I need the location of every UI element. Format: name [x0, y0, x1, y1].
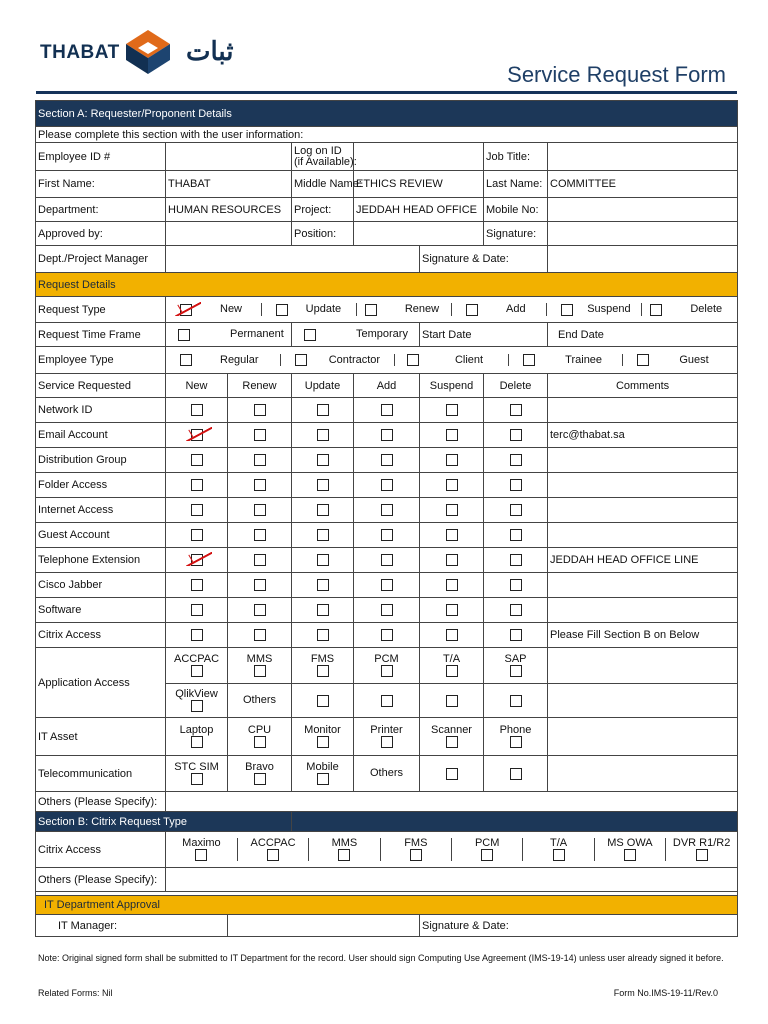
checkbox-icon[interactable]: [365, 304, 377, 316]
asset-monitor[interactable]: Monitor: [292, 718, 354, 756]
checkbox-icon[interactable]: [696, 849, 708, 861]
checkbox-icon[interactable]: [191, 404, 203, 416]
checkbox-icon[interactable]: [510, 736, 522, 748]
service-comment[interactable]: [548, 523, 738, 548]
citrix-accpac[interactable]: ACCPAC: [237, 838, 308, 861]
position-field[interactable]: [354, 222, 484, 246]
checkbox-icon[interactable]: [317, 429, 329, 441]
checkbox-icon[interactable]: [317, 479, 329, 491]
request-type-options: [166, 303, 737, 315]
signature-label: Signature:: [484, 222, 548, 246]
checkbox-icon[interactable]: [510, 404, 522, 416]
checkbox-icon[interactable]: [317, 404, 329, 416]
end-date-label: End Date: [548, 323, 738, 347]
table-row: [36, 573, 738, 598]
app-accpac[interactable]: ACCPAC: [166, 648, 228, 684]
checkbox-icon[interactable]: [523, 354, 535, 366]
table-row: [36, 548, 738, 573]
checkbox-icon[interactable]: [446, 629, 458, 641]
checkbox-icon[interactable]: [466, 304, 478, 316]
app-comment[interactable]: [548, 648, 738, 684]
checkbox-icon[interactable]: [446, 695, 458, 707]
it-asset-label: IT Asset: [36, 718, 166, 756]
first-name-field[interactable]: THABAT: [166, 171, 292, 198]
checkbox-icon[interactable]: [510, 665, 522, 677]
app-ta[interactable]: T/A: [420, 648, 484, 684]
manager-sig-date-label: Signature & Date:: [420, 246, 548, 273]
checkbox-icon[interactable]: [191, 429, 203, 441]
checkbox-icon[interactable]: [195, 849, 207, 861]
page-title: Service Request Form: [507, 62, 726, 87]
app-qlikview[interactable]: QlikView: [166, 684, 228, 718]
checkbox-icon[interactable]: [381, 504, 393, 516]
service-label: Folder Access: [36, 473, 166, 498]
section-b-others-field[interactable]: [166, 868, 738, 892]
footer-note: Note: Original signed form shall be submitted to IT Department for the record. User should sign Computing Use Agreement (IMS-19-14) unless user already signed it before.: [38, 953, 724, 963]
logo-text: THABAT: [40, 42, 120, 63]
col-suspend: Suspend: [420, 374, 484, 398]
checkbox-icon[interactable]: [317, 773, 329, 785]
checkbox-icon[interactable]: [276, 304, 288, 316]
checkbox-icon[interactable]: [191, 479, 203, 491]
checkbox-icon[interactable]: [191, 629, 203, 641]
employee-type-client[interactable]: Client: [394, 354, 508, 366]
col-update: Update: [292, 374, 354, 398]
checkbox-icon[interactable]: [446, 504, 458, 516]
service-label: Network ID: [36, 398, 166, 423]
approved-by-field[interactable]: [166, 222, 292, 246]
col-new: New: [166, 374, 228, 398]
checkbox-icon[interactable]: [446, 404, 458, 416]
checkbox-icon[interactable]: [407, 354, 419, 366]
checkbox-icon[interactable]: [191, 529, 203, 541]
telecom-bravo[interactable]: Bravo: [228, 756, 292, 792]
request-type-label: Request Type: [36, 297, 166, 323]
table-row: [36, 598, 738, 623]
checkbox-icon[interactable]: [191, 554, 203, 566]
checkbox-icon[interactable]: [338, 849, 350, 861]
checkbox-icon[interactable]: [381, 554, 393, 566]
checkbox-icon[interactable]: [254, 429, 266, 441]
service-comment[interactable]: [548, 448, 738, 473]
checkbox-icon[interactable]: [191, 454, 203, 466]
checkbox-icon[interactable]: [317, 665, 329, 677]
employee-id-label: Employee ID #: [36, 143, 166, 171]
employee-id-field[interactable]: [166, 143, 292, 171]
service-label: Internet Access: [36, 498, 166, 523]
middle-name-label: Middle Name:: [292, 171, 354, 198]
checkbox-icon[interactable]: [510, 429, 522, 441]
checkbox-icon[interactable]: [254, 579, 266, 591]
asset-scanner[interactable]: Scanner: [420, 718, 484, 756]
employee-type-trainee[interactable]: Trainee: [509, 354, 623, 366]
citrix-maximo[interactable]: Maximo: [166, 838, 237, 861]
first-name-label: First Name:: [36, 171, 166, 198]
checkbox-icon[interactable]: [317, 454, 329, 466]
service-label: Telephone Extension: [36, 548, 166, 573]
job-title-label: Job Title:: [484, 143, 548, 171]
last-name-field[interactable]: COMMITTEE: [548, 171, 738, 198]
service-label: Cisco Jabber: [36, 573, 166, 598]
telecom-stc-sim[interactable]: STC SIM: [166, 756, 228, 792]
checkbox-icon[interactable]: [650, 304, 662, 316]
checkbox-icon[interactable]: [191, 700, 203, 712]
checkbox-icon[interactable]: [446, 529, 458, 541]
checkbox-icon[interactable]: [510, 579, 522, 591]
request-type-add[interactable]: Add: [452, 303, 547, 315]
time-frame-permanent[interactable]: Permanent: [166, 323, 292, 347]
checkbox-icon[interactable]: [510, 695, 522, 707]
checkbox-icon[interactable]: [254, 529, 266, 541]
asset-comment[interactable]: [548, 718, 738, 756]
checkbox-icon[interactable]: [446, 479, 458, 491]
job-title-field[interactable]: [548, 143, 738, 171]
service-label: Email Account: [36, 423, 166, 448]
service-requested-label: Service Requested: [36, 374, 166, 398]
checkbox-icon[interactable]: [381, 429, 393, 441]
position-label: Position:: [292, 222, 354, 246]
app-pcm[interactable]: PCM: [354, 648, 420, 684]
header-divider: [36, 91, 737, 94]
asset-printer[interactable]: Printer: [354, 718, 420, 756]
time-frame-label: Request Time Frame: [36, 323, 166, 347]
col-renew: Renew: [228, 374, 292, 398]
checkbox-icon[interactable]: [304, 329, 316, 341]
telecom-label: Telecommunication: [36, 756, 166, 792]
checkbox-icon[interactable]: [191, 665, 203, 677]
checkbox-icon[interactable]: [254, 736, 266, 748]
asset-phone[interactable]: Phone: [484, 718, 548, 756]
it-approval-title: IT Department Approval: [36, 896, 738, 915]
logo-mark-icon: [124, 28, 172, 76]
manager-field[interactable]: [166, 246, 420, 273]
checkbox-icon[interactable]: [191, 604, 203, 616]
telecom-comment[interactable]: [548, 756, 738, 792]
employee-type-contractor[interactable]: Contractor: [280, 354, 394, 366]
time-frame-temporary[interactable]: Temporary: [292, 323, 420, 347]
checkbox-icon[interactable]: [254, 773, 266, 785]
section-b-title: Section B: Citrix Request Type: [36, 812, 292, 832]
checkbox-icon[interactable]: [381, 529, 393, 541]
request-type-delete[interactable]: Delete: [642, 303, 737, 315]
checkbox-icon[interactable]: [317, 529, 329, 541]
telecom-mobile[interactable]: Mobile: [292, 756, 354, 792]
service-request-table: [35, 100, 738, 937]
checkbox-icon[interactable]: [381, 736, 393, 748]
start-date-label: Start Date: [420, 323, 548, 347]
checkbox-icon[interactable]: [381, 629, 393, 641]
manager-sig-date-field[interactable]: [548, 246, 738, 273]
checkbox-icon[interactable]: [254, 504, 266, 516]
signature-field[interactable]: [548, 222, 738, 246]
employee-type-regular[interactable]: Regular: [166, 354, 280, 366]
table-row: [36, 623, 738, 648]
checkbox-icon[interactable]: [381, 665, 393, 677]
checkbox-icon[interactable]: [178, 329, 190, 341]
checkbox-icon[interactable]: [254, 479, 266, 491]
employee-type-options: [166, 354, 737, 366]
form-number: Form No.IMS-19-11/Rev.0: [613, 988, 718, 998]
checkbox-icon[interactable]: [254, 454, 266, 466]
checkbox-icon[interactable]: [381, 479, 393, 491]
app-fms[interactable]: FMS: [292, 648, 354, 684]
table-row: [36, 473, 738, 498]
app-others-label: Others: [228, 684, 292, 718]
others-specify-field[interactable]: [166, 792, 738, 812]
checkbox-icon[interactable]: [510, 529, 522, 541]
request-type-update[interactable]: Update: [261, 303, 356, 315]
request-type-suspend[interactable]: Suspend: [547, 303, 642, 315]
citrix-fms[interactable]: FMS: [380, 838, 451, 861]
citrix-dvr[interactable]: DVR R1/R2: [666, 838, 737, 861]
checkbox-icon[interactable]: [381, 695, 393, 707]
service-label: Citrix Access: [36, 623, 166, 648]
checkbox-icon[interactable]: [446, 454, 458, 466]
service-comment[interactable]: [548, 473, 738, 498]
checkbox-icon[interactable]: [637, 354, 649, 366]
it-manager-label: IT Manager:: [36, 915, 228, 937]
it-sig-date-field[interactable]: [548, 915, 738, 937]
checkbox-icon[interactable]: [180, 304, 192, 316]
checkbox-icon[interactable]: [191, 736, 203, 748]
col-comments: Comments: [548, 374, 738, 398]
department-field[interactable]: HUMAN RESOURCES: [166, 198, 292, 222]
section-a-instruction: Please complete this section with the user information:: [36, 127, 738, 143]
approved-by-label: Approved by:: [36, 222, 166, 246]
checkbox-icon[interactable]: [381, 604, 393, 616]
checkbox-icon[interactable]: [381, 454, 393, 466]
table-row: [36, 448, 738, 473]
related-forms: Related Forms: Nil: [38, 988, 113, 998]
checkbox-icon[interactable]: [561, 304, 573, 316]
checkbox-icon[interactable]: [254, 629, 266, 641]
checkbox-icon[interactable]: [191, 504, 203, 516]
request-details-title: Request Details: [36, 273, 738, 297]
service-comment[interactable]: Please Fill Section B on Below: [548, 623, 738, 648]
asset-laptop[interactable]: Laptop: [166, 718, 228, 756]
checkbox-icon[interactable]: [254, 665, 266, 677]
service-comment[interactable]: [548, 598, 738, 623]
checkbox-icon[interactable]: [317, 554, 329, 566]
logo-arabic: ثبات: [186, 36, 234, 66]
service-label: Distribution Group: [36, 448, 166, 473]
service-label: Guest Account: [36, 523, 166, 548]
mobile-field[interactable]: [548, 198, 738, 222]
checkbox-icon[interactable]: [267, 849, 279, 861]
table-row: [36, 523, 738, 548]
logon-id-field[interactable]: [354, 143, 484, 171]
citrix-ta[interactable]: T/A: [523, 838, 594, 861]
table-row: [36, 498, 738, 523]
col-add: Add: [354, 374, 420, 398]
checkbox-icon[interactable]: [254, 554, 266, 566]
checkbox-icon[interactable]: [295, 354, 307, 366]
checkbox-icon[interactable]: [317, 504, 329, 516]
others-specify-label: Others (Please Specify):: [36, 792, 166, 812]
checkbox-icon[interactable]: [510, 504, 522, 516]
checkbox-icon[interactable]: [180, 354, 192, 366]
checkbox-icon[interactable]: [553, 849, 565, 861]
checkbox-icon[interactable]: [317, 629, 329, 641]
checkbox-icon[interactable]: [446, 736, 458, 748]
project-field[interactable]: JEDDAH HEAD OFFICE: [354, 198, 484, 222]
logon-id-label: Log on ID (if Available):: [292, 143, 354, 171]
section-b-others-label: Others (Please Specify):: [36, 868, 166, 892]
checkbox-icon[interactable]: [446, 554, 458, 566]
checkbox-icon[interactable]: [254, 404, 266, 416]
app-mms[interactable]: MMS: [228, 648, 292, 684]
checkbox-icon[interactable]: [317, 579, 329, 591]
app-sap[interactable]: SAP: [484, 648, 548, 684]
service-comment[interactable]: JEDDAH HEAD OFFICE LINE: [548, 548, 738, 573]
application-access-label: Application Access: [36, 648, 166, 718]
employee-type-guest[interactable]: Guest: [623, 354, 737, 366]
checkbox-icon[interactable]: [446, 429, 458, 441]
checkbox-icon[interactable]: [624, 849, 636, 861]
checkbox-icon[interactable]: [317, 736, 329, 748]
mobile-label: Mobile No:: [484, 198, 548, 222]
checkbox-icon[interactable]: [410, 849, 422, 861]
checkbox-icon[interactable]: [510, 479, 522, 491]
citrix-options: [166, 838, 737, 861]
service-comment[interactable]: [548, 498, 738, 523]
checkbox-icon[interactable]: [191, 773, 203, 785]
department-label: Department:: [36, 198, 166, 222]
checkbox-icon[interactable]: [381, 579, 393, 591]
middle-name-field[interactable]: ETHICS REVIEW: [354, 171, 484, 198]
checkbox-icon[interactable]: [510, 629, 522, 641]
it-sig-date-label: Signature & Date:: [420, 915, 548, 937]
checkbox-icon[interactable]: [381, 404, 393, 416]
checkbox-icon[interactable]: [254, 604, 266, 616]
project-label: Project:: [292, 198, 354, 222]
last-name-label: Last Name:: [484, 171, 548, 198]
service-comment[interactable]: [548, 398, 738, 423]
col-delete: Delete: [484, 374, 548, 398]
citrix-ms-owa[interactable]: MS OWA: [594, 838, 665, 861]
citrix-mms[interactable]: MMS: [309, 838, 380, 861]
citrix-pcm[interactable]: PCM: [452, 838, 523, 861]
request-type-renew[interactable]: Renew: [356, 303, 451, 315]
checkbox-icon[interactable]: [191, 579, 203, 591]
employee-type-label: Employee Type: [36, 347, 166, 374]
service-label: Software: [36, 598, 166, 623]
service-comment[interactable]: [548, 573, 738, 598]
checkbox-icon[interactable]: [510, 768, 522, 780]
checkbox-icon[interactable]: [510, 454, 522, 466]
it-manager-field[interactable]: [228, 915, 420, 937]
checkbox-icon[interactable]: [317, 695, 329, 707]
checkbox-icon[interactable]: [510, 604, 522, 616]
checkbox-icon[interactable]: [446, 665, 458, 677]
checkbox-icon[interactable]: [317, 604, 329, 616]
table-row: [36, 423, 738, 448]
checkbox-icon[interactable]: [446, 579, 458, 591]
request-type-new[interactable]: New: [166, 303, 261, 315]
manager-label: Dept./Project Manager: [36, 246, 166, 273]
app-comment-2[interactable]: [548, 684, 738, 718]
checkbox-icon[interactable]: [510, 554, 522, 566]
asset-cpu[interactable]: CPU: [228, 718, 292, 756]
section-a-title: Section A: Requester/Proponent Details: [36, 101, 738, 127]
checkbox-icon[interactable]: [446, 604, 458, 616]
checkbox-icon[interactable]: [481, 849, 493, 861]
citrix-access-label: Citrix Access: [36, 832, 166, 868]
checkbox-icon[interactable]: [446, 768, 458, 780]
telecom-others-label: Others: [354, 756, 420, 792]
service-comment[interactable]: terc@thabat.sa: [548, 423, 738, 448]
table-row: [36, 398, 738, 423]
